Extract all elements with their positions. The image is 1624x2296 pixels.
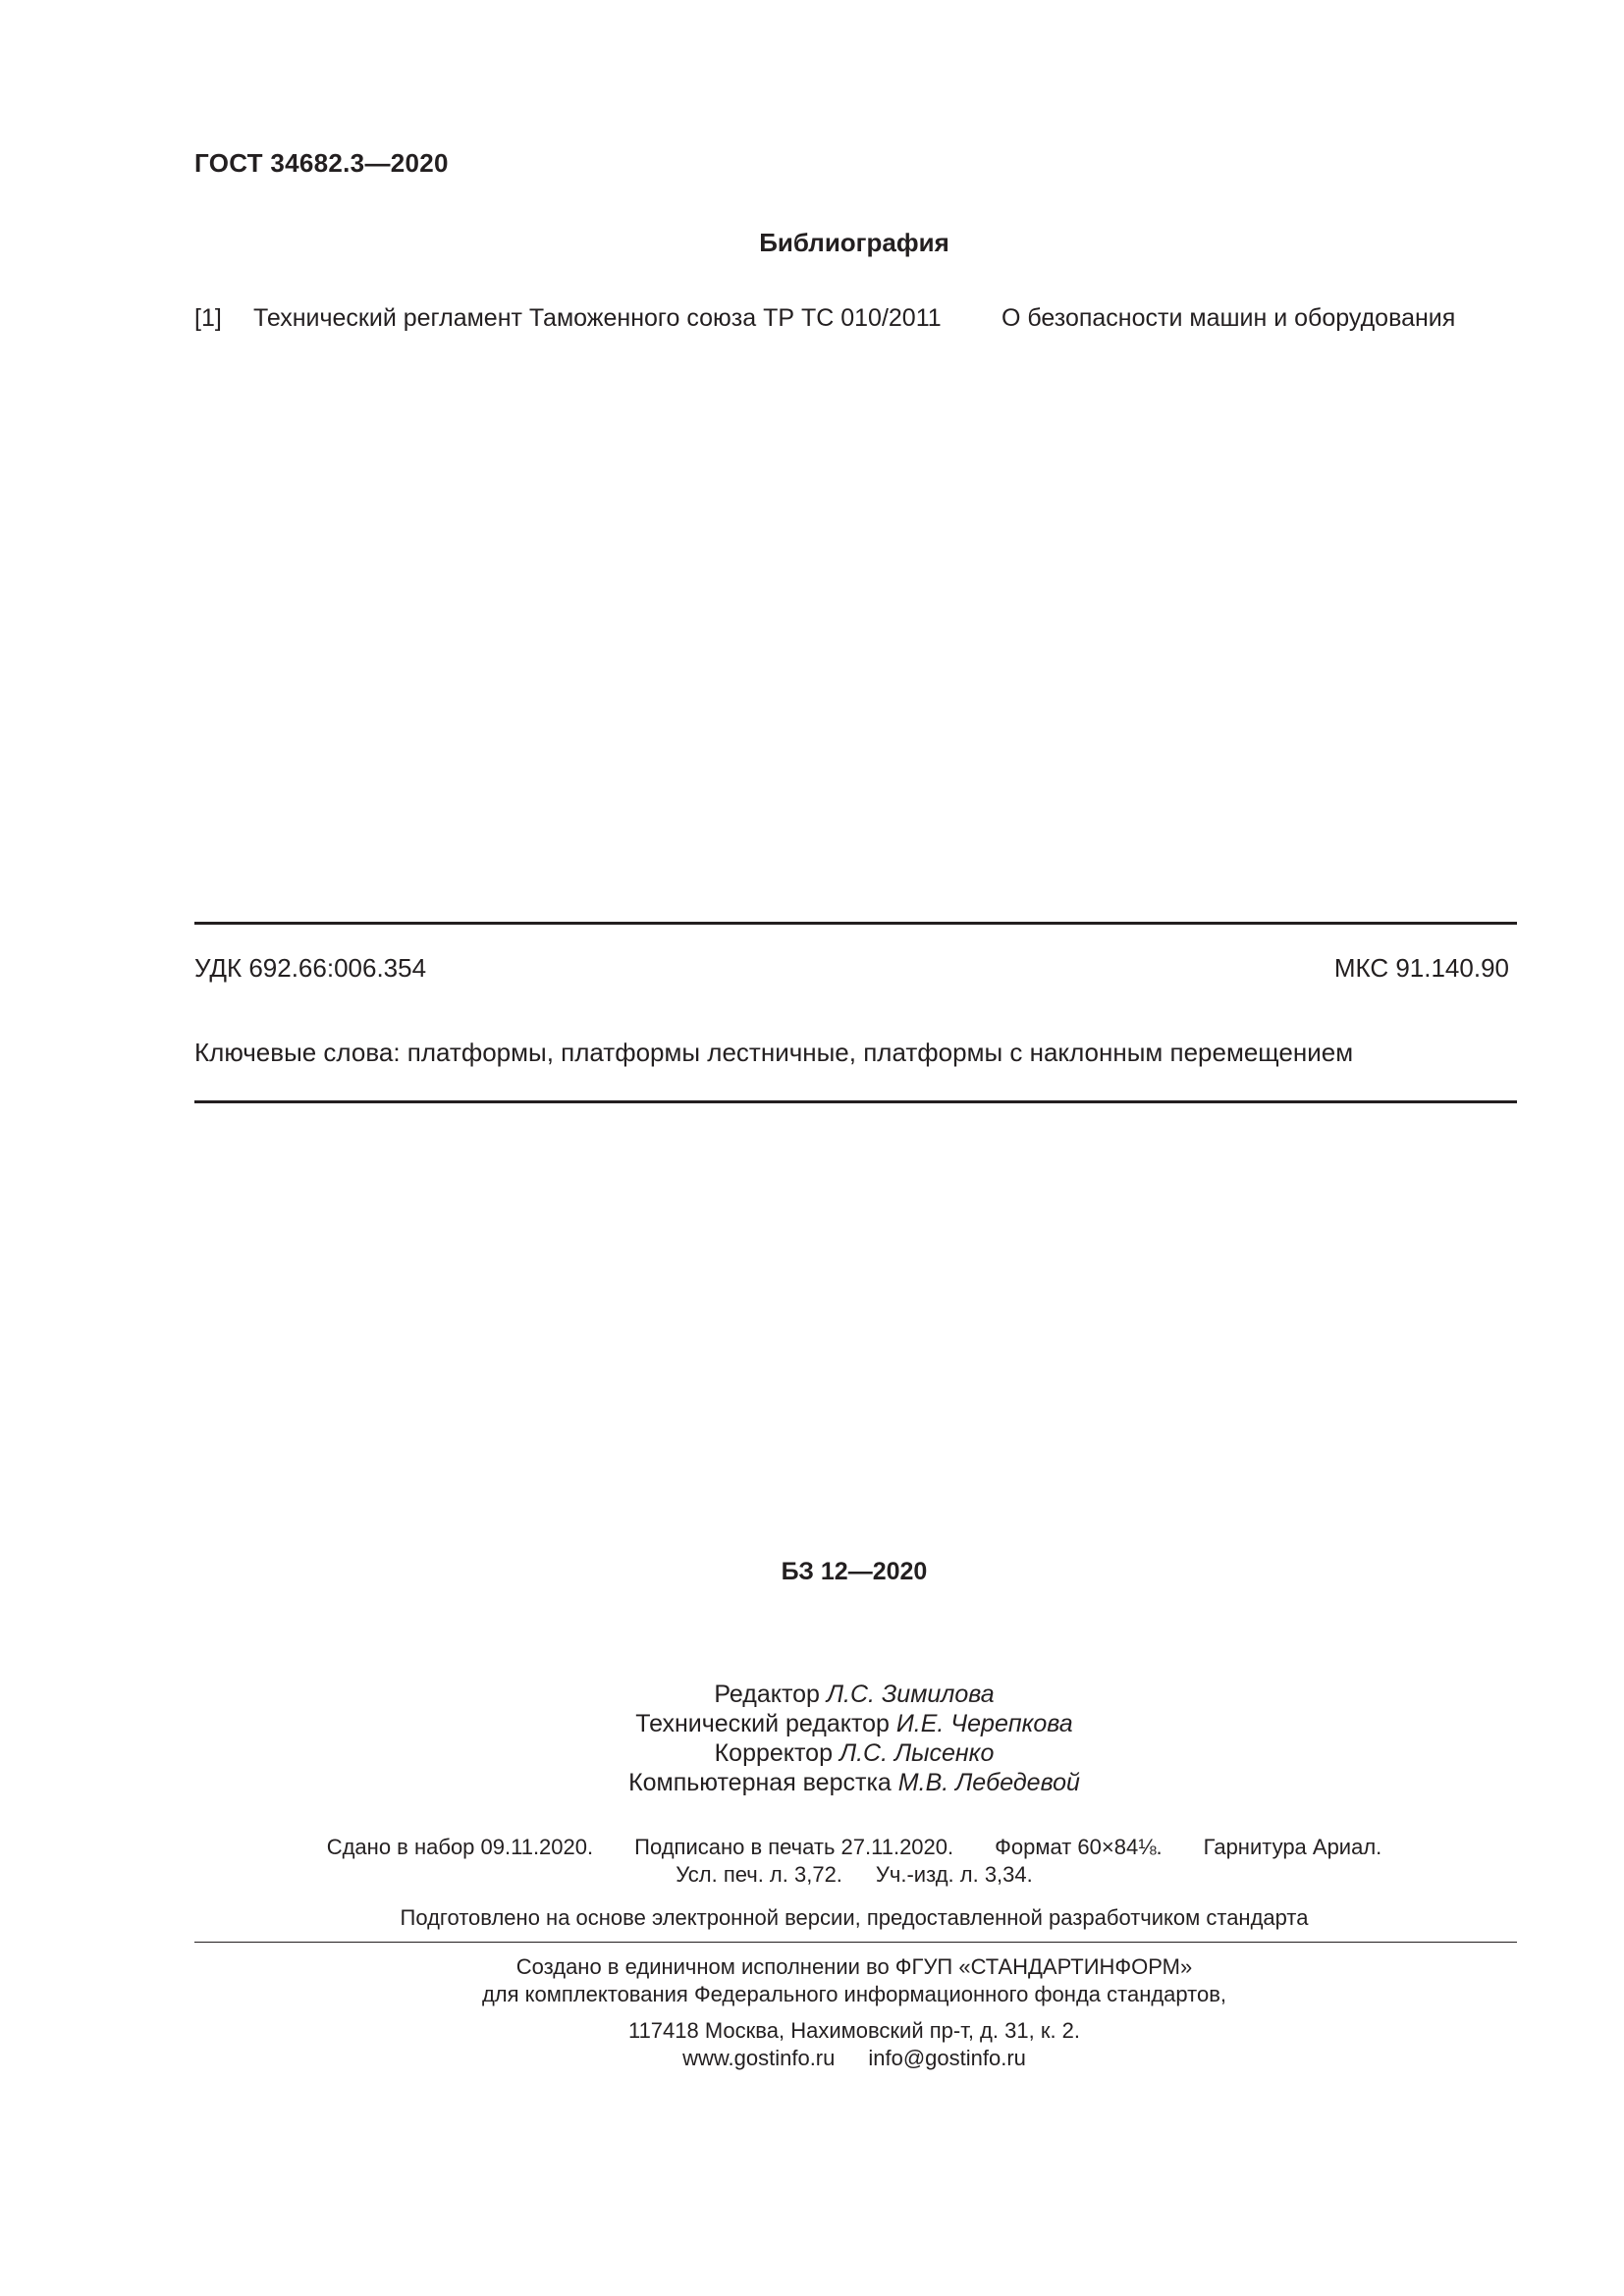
publisher-sheets: Уч.-изд. л. 3,34. [875, 1862, 1033, 1887]
tech-editor-line [0, 1709, 1624, 1738]
tech-editor-label: Технический редактор [635, 1710, 890, 1737]
tech-editor-name: И.Е. Черепкова [895, 1710, 1073, 1737]
submitted-date: Сдано в набор 09.11.2020. [326, 1835, 594, 1859]
corrector-label: Корректор [714, 1739, 833, 1767]
layout-line [0, 1768, 1624, 1797]
mks-code: МКС 91.140.90 [1333, 953, 1509, 983]
corrector-name: Л.С. Лысенко [839, 1739, 995, 1767]
corrector-line [0, 1738, 1624, 1768]
credits-block [0, 1680, 1624, 1797]
editor-name: Л.С. Зимилова [826, 1681, 995, 1708]
typeface: Гарнитура Ариал. [1203, 1835, 1382, 1859]
signed-date: Подписано в печать 27.11.2020. [634, 1835, 954, 1859]
imprint-divider [194, 1942, 1517, 1943]
created-line-2: для комплектования Федерального информационного фонда стандартов, [481, 1982, 1227, 2006]
imprint-line-1 [0, 1834, 1624, 1861]
layout-name: М.В. Лебедевой [897, 1769, 1080, 1796]
bibliography-title: Библиография [759, 228, 949, 257]
keywords: Ключевые слова: платформы, платформы лестничные, платформы с наклонным перемещением [194, 1038, 1354, 1067]
top-divider [194, 922, 1517, 925]
paper-format: Формат 60×84⅛. [995, 1835, 1163, 1859]
bottom-divider [194, 1100, 1517, 1103]
editor-line [0, 1680, 1624, 1709]
udk-code: УДК 692.66:006.354 [194, 953, 427, 983]
layout-label: Компьютерная верстка [628, 1769, 892, 1796]
print-sheets: Усл. печ. л. 3,72. [676, 1862, 842, 1887]
website-link[interactable]: www.gostinfo.ru [682, 2046, 836, 2070]
editor-label: Редактор [714, 1681, 820, 1708]
bibliography-item-document: Технический регламент Таможенного союза ТР ТС 010/2011 [253, 304, 942, 332]
contacts-line [0, 2045, 1624, 2072]
created-line-1: Создано в единичном исполнении во ФГУП «СТАНДАРТИНФОРМ» [515, 1954, 1193, 1979]
imprint-line-2 [0, 1861, 1624, 1889]
bibliography-item-number: [1] [194, 304, 222, 332]
publisher-address: 117418 Москва, Нахимовский пр-т, д. 31, к. 2. [627, 2018, 1081, 2043]
prepared-note: Подготовлено на основе электронной версии, предоставленной разработчиком стандарта [400, 1905, 1309, 1930]
bibliography-item-name: О безопасности машин и оборудования [1001, 304, 1456, 332]
standard-code: ГОСТ 34682.3—2020 [194, 148, 449, 178]
bz-code: БЗ 12—2020 [781, 1558, 928, 1585]
email-link[interactable]: info@gostinfo.ru [868, 2046, 1026, 2070]
